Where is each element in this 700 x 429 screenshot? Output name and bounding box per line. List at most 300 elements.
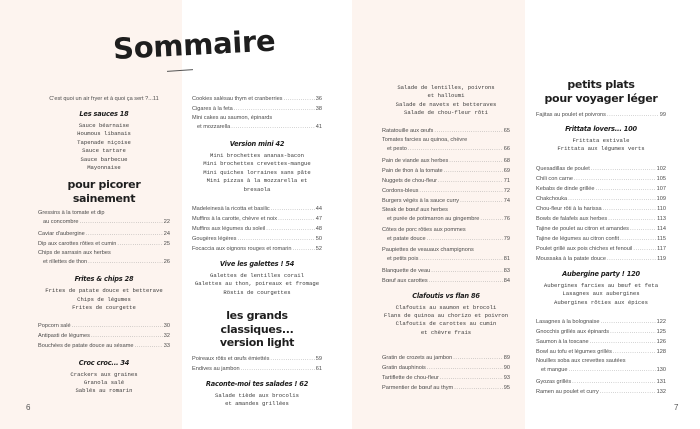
toc-entry-line bbox=[38, 321, 170, 331]
toc-entry-label: C'est quoi un air fryer et à quoi ça sert ? bbox=[49, 96, 149, 102]
toc-entry-line bbox=[382, 353, 510, 363]
dot-leader bbox=[241, 364, 315, 374]
toc-entry-line bbox=[536, 254, 666, 264]
toc-entry-label-cont: au concombre bbox=[43, 219, 79, 226]
mini-item: Mini quiches lorraines sans pâte bbox=[203, 168, 311, 176]
toc-page-number: 105 bbox=[656, 175, 666, 182]
frittata-item: Frittata estivale bbox=[572, 137, 630, 144]
toc-entry[interactable] bbox=[192, 244, 322, 254]
toc-entry-label: Poulet grillé aux pois chiches et fenouil bbox=[536, 245, 633, 252]
dot-leader bbox=[600, 317, 655, 327]
toc-entry-line bbox=[536, 234, 666, 244]
toc-entry-label: Tartiflette de chou-fleur bbox=[382, 375, 439, 382]
toc-entry[interactable] bbox=[192, 94, 322, 104]
toc-entry-label: Chakchouka bbox=[536, 195, 568, 202]
toc-entry[interactable] bbox=[536, 214, 666, 224]
frites-item: Frites de courgette bbox=[72, 304, 136, 312]
mini-item: Mini pizzas à la mozzarella et bresaola bbox=[206, 177, 308, 193]
section-title-classiques-2: version light bbox=[219, 336, 295, 350]
dot-leader bbox=[431, 266, 503, 276]
dot-leader bbox=[427, 234, 503, 244]
toc-entry-line bbox=[536, 194, 666, 204]
toc-page-number: 81 bbox=[503, 255, 510, 262]
toc-entry-line bbox=[382, 276, 510, 286]
dot-leader bbox=[427, 363, 503, 373]
dot-leader bbox=[434, 126, 502, 136]
toc-entry[interactable] bbox=[536, 110, 666, 120]
dot-leader bbox=[572, 377, 656, 387]
toc-entry[interactable] bbox=[382, 186, 510, 196]
toc-entry-label: Blanquette de veau bbox=[382, 267, 431, 274]
toc-entry[interactable] bbox=[382, 166, 510, 176]
toc-entry-line bbox=[382, 373, 510, 383]
toc-page-number: 41 bbox=[315, 124, 322, 130]
toc-entry[interactable] bbox=[192, 354, 322, 364]
toc-page-number: 33 bbox=[163, 342, 170, 349]
toc-entry-label: Gnocchis grillés aux épinards bbox=[536, 329, 610, 336]
toc-entry-line bbox=[382, 156, 510, 166]
dot-leader bbox=[234, 104, 315, 114]
toc-entry[interactable] bbox=[536, 194, 666, 204]
toc-page-number: 130 bbox=[656, 367, 666, 374]
toc-entry-line bbox=[382, 186, 510, 196]
toc-entry[interactable] bbox=[536, 204, 666, 214]
dot-leader bbox=[595, 184, 655, 194]
toc-entry[interactable] bbox=[192, 214, 322, 224]
page-number-right: 7 bbox=[674, 403, 679, 412]
dot-leader bbox=[283, 94, 314, 104]
toc-entry-line bbox=[382, 383, 510, 393]
toc-entry-label: Steak de bœuf aux herbes bbox=[382, 206, 448, 213]
toc-entry[interactable] bbox=[382, 266, 510, 276]
toc-entry-label: Bowls de falafels aux herbes bbox=[536, 215, 608, 222]
dot-leader bbox=[278, 214, 315, 224]
toc-page-number: 22 bbox=[163, 219, 170, 226]
toc-entry-line bbox=[536, 110, 666, 120]
toc-entry-label: Burgers végés à la sauce curry bbox=[382, 197, 460, 204]
toc-entry-label: Fajitas au poulet et poivrons bbox=[536, 112, 606, 118]
dot-leader bbox=[438, 176, 503, 186]
toc-entry[interactable] bbox=[192, 204, 322, 214]
toc-entry-line bbox=[536, 244, 666, 254]
toc-entry[interactable] bbox=[382, 246, 510, 264]
toc-page-number: 44 bbox=[315, 206, 322, 213]
toc-entry[interactable] bbox=[192, 234, 322, 244]
toc-entry[interactable] bbox=[38, 229, 170, 239]
dot-leader bbox=[454, 383, 503, 393]
toc-page-number: 79 bbox=[503, 235, 510, 242]
toc-entry-line bbox=[38, 331, 170, 341]
toc-entry-label: Muffins aux légumes du soleil bbox=[192, 226, 266, 233]
toc-entry-label: Paupiettes de veauaux champignons bbox=[382, 246, 474, 253]
toc-entry-line bbox=[192, 214, 322, 224]
dot-leader bbox=[607, 110, 659, 120]
toc-entry-label: Pain de viande aux herbes bbox=[382, 157, 449, 164]
toc-page-number: 114 bbox=[657, 225, 666, 232]
toc-entry-label: Pain de thon à la tomate bbox=[382, 167, 443, 174]
sauces-heading: Les sauces 18 bbox=[79, 110, 129, 118]
toc-entry-line bbox=[38, 341, 170, 351]
toc-entry-line bbox=[192, 244, 322, 254]
toc-entry[interactable] bbox=[536, 234, 666, 244]
toc-entry[interactable] bbox=[192, 364, 322, 374]
toc-page-number: 93 bbox=[503, 375, 510, 382]
clafoutis-item: Clafoutis de carottes au cumin bbox=[395, 320, 497, 328]
dot-leader bbox=[271, 204, 315, 214]
toc-entry-label: Gratin de crozets au jambon bbox=[382, 355, 453, 362]
toc-page-number: 107 bbox=[656, 185, 666, 192]
toc-entry-label-cont: et purée de potimarron au gingembre bbox=[387, 215, 480, 222]
toc-entry-line bbox=[192, 364, 322, 374]
sauces-item: Sauce béarnaise bbox=[78, 122, 130, 129]
toc-entry[interactable] bbox=[536, 254, 666, 264]
toc-entry-line bbox=[382, 363, 510, 373]
sauces-item: Tapenade niçoise bbox=[77, 138, 131, 146]
toc-entry-label: Quesadillas de poulet bbox=[536, 165, 590, 172]
toc-page-number: 71 bbox=[503, 177, 510, 184]
toc-entry[interactable] bbox=[536, 317, 666, 327]
toc-entry-line bbox=[536, 184, 666, 194]
toc-entry-label: Saumon à la toscane bbox=[536, 339, 589, 346]
frittata-item: Frittata aux légumes verts bbox=[557, 145, 645, 153]
toc-entry-label: Gratin dauphinois bbox=[382, 365, 426, 372]
dot-leader bbox=[630, 224, 656, 234]
dot-leader bbox=[88, 257, 163, 267]
croc-item: Granola salé bbox=[83, 379, 125, 387]
toc-entry-label: Gyozas grillés bbox=[536, 379, 572, 386]
toc-page-number: 131 bbox=[656, 379, 666, 386]
salades-item: et halloumi bbox=[427, 92, 465, 100]
toc-entry-label: Bœuf aux carottes bbox=[382, 277, 428, 284]
toc-entry-label: Kebabs de dinde grillée bbox=[536, 185, 595, 192]
toc-entry-line bbox=[536, 317, 666, 327]
toc-entry-line bbox=[536, 164, 666, 174]
toc-column-4 bbox=[536, 78, 666, 397]
toc-entry[interactable] bbox=[536, 377, 666, 387]
dot-leader bbox=[419, 186, 502, 196]
toc-entry-line bbox=[382, 144, 510, 154]
toc-entry-label-cont: et patate douce bbox=[387, 235, 426, 242]
toc-page-number: 115 bbox=[657, 235, 666, 242]
toc-entry[interactable] bbox=[38, 249, 170, 267]
toc-page-number: 47 bbox=[315, 216, 322, 223]
toc-entry-label: Mini cakes au saumon, épinards bbox=[192, 115, 273, 121]
toc-entry[interactable] bbox=[38, 94, 170, 104]
toc-entry-label: Tajine de légumes au citron confit bbox=[536, 235, 620, 242]
dot-leader bbox=[633, 244, 656, 254]
clafoutis-heading: Clafoutis vs flan 86 bbox=[412, 291, 480, 300]
toc-entry[interactable] bbox=[536, 337, 666, 347]
aubergine-heading: Aubergine party ! 120 bbox=[562, 269, 640, 278]
toc-page-number: 83 bbox=[503, 267, 510, 274]
toc-entry-label: Focaccia aux oignons rouges et romarin bbox=[192, 246, 292, 253]
toc-page-number: 61 bbox=[315, 365, 322, 372]
toc-entry-line bbox=[382, 196, 510, 206]
dot-leader bbox=[460, 196, 503, 206]
toc-page-number: 126 bbox=[656, 339, 666, 346]
frites-item: Chips de légumes bbox=[77, 295, 131, 303]
salades-item: Salade de chou-fleur rôti bbox=[404, 109, 488, 117]
toc-entry[interactable] bbox=[38, 331, 170, 341]
toc-entry[interactable] bbox=[382, 373, 510, 383]
toc-page-number: 74 bbox=[503, 197, 510, 204]
toc-page-number: 59 bbox=[315, 355, 322, 362]
toc-entry-label: Chips de sarrasin aux herbes bbox=[38, 250, 111, 257]
toc-entry[interactable] bbox=[382, 176, 510, 186]
toc-entry-label: Tomates farcies au quinoa, chèvre bbox=[382, 136, 468, 143]
toc-entry[interactable] bbox=[382, 276, 510, 286]
section-title-classiques-1: les grands classiques... bbox=[220, 309, 294, 336]
section-title-petits-plats-1: petits plats bbox=[567, 78, 635, 91]
toc-entry-line bbox=[38, 94, 170, 104]
toc-entry[interactable] bbox=[536, 184, 666, 194]
toc-entry[interactable] bbox=[536, 387, 666, 397]
toc-page-number: 52 bbox=[315, 246, 322, 253]
toc-entry-line bbox=[38, 217, 170, 227]
toc-entry-label-cont: et petits pois bbox=[387, 255, 419, 262]
toc-entry-label: Côtes de porc rôties aux pommes bbox=[382, 226, 466, 233]
toc-entry-line bbox=[536, 347, 666, 357]
dot-leader bbox=[591, 164, 656, 174]
toc-page-number: 76 bbox=[503, 215, 510, 222]
mini-item: Mini brochettes crevettes-mangue bbox=[203, 160, 311, 168]
toc-page-number: 102 bbox=[656, 165, 666, 172]
toc-entry-line bbox=[536, 365, 666, 375]
toc-entry-line bbox=[382, 126, 510, 136]
toc-entry-label-cont: et mozzarella bbox=[197, 124, 231, 130]
toc-entry[interactable] bbox=[192, 224, 322, 234]
galettes-item: Galettes de lentilles corail bbox=[210, 272, 304, 280]
toc-entry-label: Cookies salésau thym et cranberries bbox=[192, 96, 283, 102]
mini-heading: Version mini 42 bbox=[229, 140, 285, 148]
toc-page-number: 119 bbox=[657, 255, 666, 262]
dot-leader bbox=[266, 224, 314, 234]
toc-entry-label: Bowl au tofu et légumes grillés bbox=[536, 349, 612, 356]
dot-leader bbox=[480, 214, 502, 224]
toc-entry-line bbox=[38, 257, 170, 267]
frites-item: Frites de patate douce et betterave bbox=[45, 287, 163, 295]
dot-leader bbox=[610, 327, 656, 337]
dot-leader bbox=[440, 373, 503, 383]
toc-page-number: 110 bbox=[657, 205, 666, 212]
toc-column-1 bbox=[38, 94, 170, 396]
toc-entry-label: Parmentier de bœuf au thym bbox=[382, 385, 454, 392]
toc-entry-label: Dip aux carottes rôties et cumin bbox=[38, 241, 117, 248]
toc-entry-label: Ramen au poulet et curry bbox=[536, 389, 599, 396]
toc-entry-line bbox=[38, 239, 170, 249]
toc-entry[interactable] bbox=[536, 357, 666, 375]
toc-entry[interactable] bbox=[536, 327, 666, 337]
galettes-item: Röstis de courgettes bbox=[223, 288, 291, 296]
toc-entry-label: Endives au jambon bbox=[192, 365, 240, 372]
toc-entry[interactable] bbox=[38, 209, 170, 227]
toc-page-number: 113 bbox=[657, 215, 666, 222]
dot-leader bbox=[79, 217, 162, 227]
toc-entry-line bbox=[192, 104, 322, 114]
dot-leader bbox=[134, 341, 162, 351]
galettes-heading: Vive les galettes ! 54 bbox=[219, 260, 295, 269]
toc-entry[interactable] bbox=[192, 104, 322, 114]
salades-item: et amandes grillées bbox=[225, 400, 289, 408]
sauces-item: Mayonnaise bbox=[87, 164, 121, 172]
toc-page-number: 26 bbox=[163, 259, 170, 266]
sauces-item: Sauce barbecue bbox=[80, 155, 128, 163]
toc-entry-line bbox=[536, 214, 666, 224]
dot-leader bbox=[86, 229, 163, 239]
toc-entry-line bbox=[192, 94, 322, 104]
toc-page-number: 89 bbox=[503, 355, 510, 362]
toc-page-number: 32 bbox=[163, 332, 170, 339]
toc-entry[interactable] bbox=[38, 239, 170, 249]
toc-page-number: 132 bbox=[656, 389, 666, 396]
frittata-heading: Frittata lovers... 100 bbox=[565, 125, 637, 133]
aubergine-item: Aubergines farcies au bœuf et feta bbox=[543, 281, 659, 289]
sauces-item: Sauce tartare bbox=[82, 147, 126, 155]
toc-entry-line bbox=[382, 234, 510, 244]
dot-leader bbox=[590, 337, 656, 347]
toc-entry-line bbox=[382, 214, 510, 224]
toc-entry-line bbox=[382, 254, 510, 264]
toc-page-number: 24 bbox=[163, 231, 170, 238]
toc-entry[interactable] bbox=[536, 174, 666, 184]
toc-entry[interactable] bbox=[382, 353, 510, 363]
toc-entry[interactable] bbox=[536, 244, 666, 254]
toc-entry-line bbox=[536, 174, 666, 184]
toc-entry-label: Cordons-bleus bbox=[382, 187, 419, 194]
toc-entry-label: Gressins à la tomate et dip bbox=[38, 210, 105, 217]
toc-page-number: 50 bbox=[315, 236, 322, 243]
dot-leader bbox=[293, 244, 315, 254]
toc-entry-label: Caviar d'aubergine bbox=[38, 231, 85, 238]
toc-page-number: 90 bbox=[503, 365, 510, 372]
toc-entry-label: Madeleinesà la ricotta et basilic bbox=[192, 206, 270, 213]
salades-item: Salade de lentilles, poivrons bbox=[397, 84, 495, 91]
frites-heading: Frites & chips 28 bbox=[74, 275, 134, 284]
dot-leader bbox=[453, 353, 502, 363]
toc-entry-label: Lasagnes à la bolognaise bbox=[536, 319, 600, 326]
galettes-item: Galettes au thon, poireaux et fromage bbox=[194, 280, 320, 288]
toc-entry[interactable] bbox=[382, 383, 510, 393]
toc-entry[interactable] bbox=[382, 363, 510, 373]
toc-entry[interactable] bbox=[38, 321, 170, 331]
page-title: Sommaire bbox=[112, 23, 277, 66]
toc-entry-line bbox=[536, 387, 666, 397]
dot-leader bbox=[574, 174, 656, 184]
toc-entry[interactable] bbox=[382, 226, 510, 244]
toc-entry-label-cont: et pesto bbox=[387, 145, 407, 152]
dot-leader bbox=[408, 144, 503, 154]
toc-page-number: 109 bbox=[656, 195, 666, 202]
sauces-item: Houmous libanais bbox=[77, 130, 131, 138]
toc-entry-label: Ratatouille aux œufs bbox=[382, 127, 434, 134]
toc-page-number: 99 bbox=[659, 112, 666, 118]
toc-entry-label: Bouchées de patate douce au sésame bbox=[38, 342, 134, 349]
toc-entry[interactable] bbox=[382, 136, 510, 154]
toc-page-number: 66 bbox=[503, 145, 510, 152]
dot-leader bbox=[237, 234, 314, 244]
toc-page-number: 125 bbox=[656, 329, 666, 336]
toc-page-number: 84 bbox=[503, 277, 510, 284]
dot-leader bbox=[91, 331, 163, 341]
toc-entry-label: Antipasti de légumes bbox=[38, 332, 90, 339]
dot-leader bbox=[270, 354, 314, 364]
toc-column-3 bbox=[382, 84, 510, 393]
toc-page-number: 69 bbox=[503, 167, 510, 174]
toc-page-number: 95 bbox=[503, 385, 510, 392]
aubergine-item: Lasagnes aux aubergines bbox=[562, 290, 640, 298]
toc-entry-label: Popcorn salé bbox=[38, 322, 71, 329]
clafoutis-item: Clafoutis au saumon et brocoli bbox=[395, 303, 497, 311]
toc-entry-label: Tajine de poulet au citron et amandes bbox=[536, 225, 629, 232]
toc-entry-line bbox=[536, 327, 666, 337]
toc-column-2 bbox=[192, 94, 322, 409]
toc-entry-line bbox=[382, 166, 510, 176]
toc-page-number: 48 bbox=[315, 226, 322, 233]
salades-item: Salade de navets et betteraves bbox=[395, 100, 497, 108]
toc-entry-label: Cigares à la feta bbox=[192, 106, 233, 112]
toc-entry-line bbox=[192, 122, 322, 132]
toc-page-number: 72 bbox=[503, 187, 510, 194]
dot-leader bbox=[117, 239, 162, 249]
toc-entry[interactable] bbox=[536, 164, 666, 174]
salades-item: Salade tiède aux brocolis bbox=[215, 391, 299, 399]
toc-page-number: 68 bbox=[503, 157, 510, 164]
toc-entry-line bbox=[192, 234, 322, 244]
toc-page-number: 30 bbox=[163, 322, 170, 329]
mini-item: Mini brochettes ananas-bacon bbox=[210, 152, 304, 159]
dot-leader bbox=[620, 234, 656, 244]
toc-entry-label: Gougères légères bbox=[192, 236, 237, 243]
toc-entry-label: Chili con carne bbox=[536, 175, 573, 182]
toc-entry-label-cont: et mangue bbox=[541, 367, 568, 374]
dot-leader bbox=[607, 254, 656, 264]
toc-entry[interactable] bbox=[38, 341, 170, 351]
toc-entry[interactable] bbox=[536, 224, 666, 234]
toc-entry[interactable] bbox=[382, 156, 510, 166]
dot-leader bbox=[419, 254, 502, 264]
toc-entry-line bbox=[38, 229, 170, 239]
toc-entry-line bbox=[192, 204, 322, 214]
clafoutis-item: Flans de quinoa au chorizo et poivron bbox=[383, 312, 509, 320]
toc-page-number: ...11 bbox=[148, 96, 159, 102]
dot-leader bbox=[231, 122, 315, 132]
dot-leader bbox=[608, 214, 656, 224]
toc-entry[interactable] bbox=[382, 126, 510, 136]
toc-page-number: 65 bbox=[503, 127, 510, 134]
toc-entry[interactable] bbox=[382, 196, 510, 206]
toc-entry[interactable] bbox=[536, 347, 666, 357]
toc-page-number: 38 bbox=[315, 106, 322, 112]
toc-page-number: 36 bbox=[315, 96, 322, 102]
toc-entry-line bbox=[382, 176, 510, 186]
clafoutis-item: et chèvre frais bbox=[420, 328, 472, 336]
dot-leader bbox=[449, 156, 503, 166]
dot-leader bbox=[613, 347, 656, 357]
toc-page-number: 122 bbox=[656, 319, 666, 326]
toc-entry-label: Muffins à la carotte, chèvre et noix bbox=[192, 216, 278, 223]
toc-entry-label: Chou-fleur rôti à la harissa bbox=[536, 205, 602, 212]
toc-entry-line bbox=[382, 266, 510, 276]
dot-leader bbox=[568, 365, 655, 375]
aubergine-item: Aubergines rôties aux épices bbox=[554, 298, 648, 306]
dot-leader bbox=[72, 321, 163, 331]
toc-entry-line bbox=[536, 337, 666, 347]
croc-item: Crackers aux graines bbox=[70, 370, 138, 378]
croc-item: Sablés au romarin bbox=[75, 387, 133, 395]
toc-entry[interactable] bbox=[192, 114, 322, 132]
toc-entry[interactable] bbox=[382, 206, 510, 224]
toc-entry-label: Moussaka à la patate douce bbox=[536, 255, 606, 262]
